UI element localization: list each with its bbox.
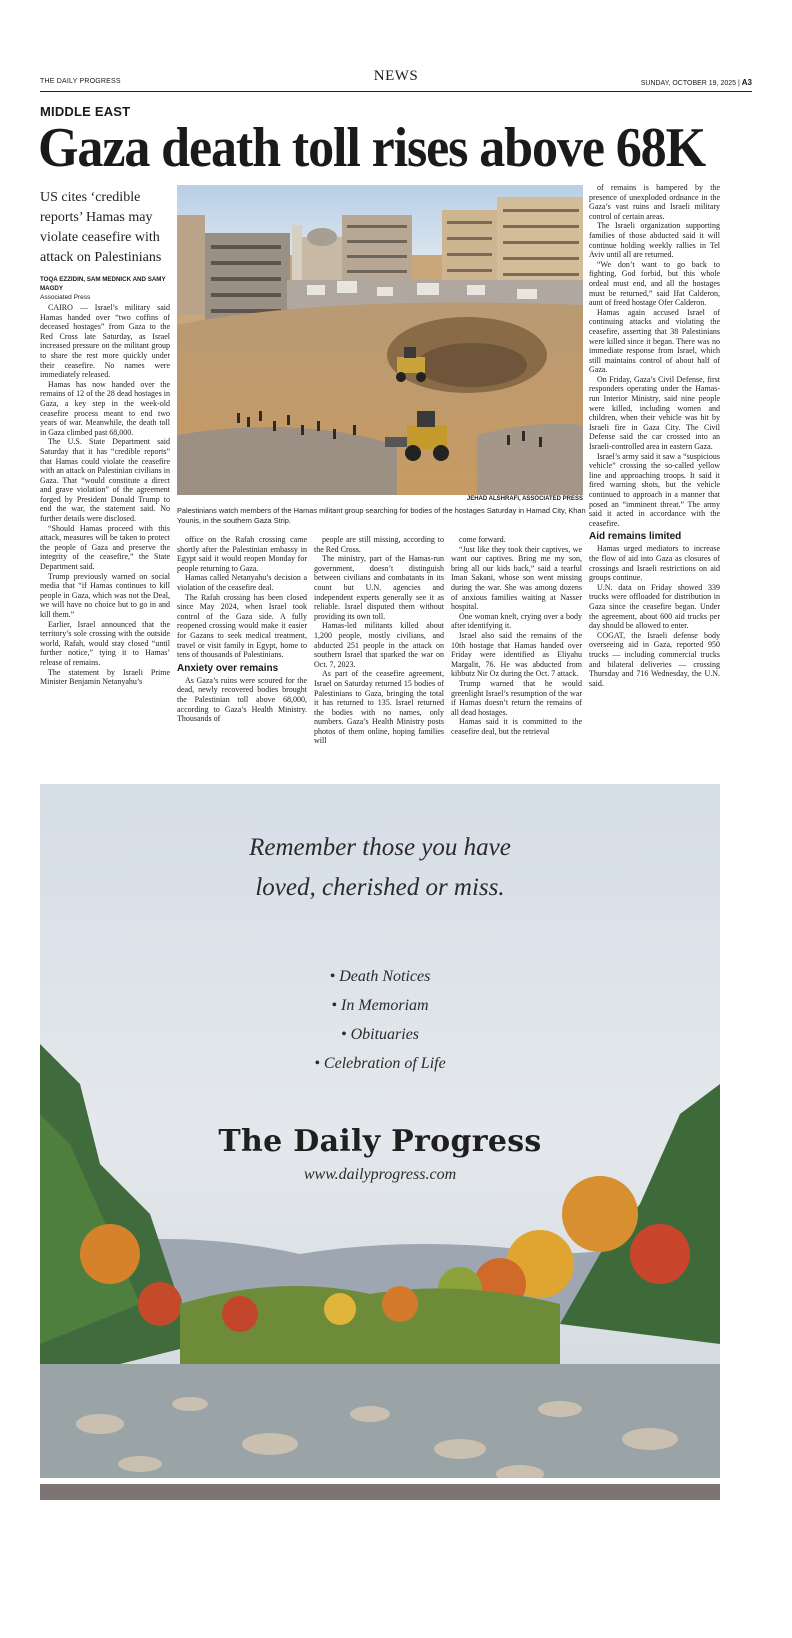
paragraph: Trump warned that he would greenlight Israel’s resumption of the war if Hamas doesn’t return the remains of all dead hostages. [451,678,582,717]
paragraph: COGAT, the Israeli defense body overseeing aid in Gaza, reported 950 trucks — including commercial trucks and bilateral deliveries — crossing Thursday and 716 Wednesday, the U.N. said. [589,630,720,688]
daily-progress-logo: The Daily Progress [218,1124,542,1159]
paragraph: One woman knelt, crying over a body after identifying it. [451,611,582,631]
paragraph: As part of the ceasefire agreement, Israel on Saturday returned 15 bodies of Palestinians to Gaza, bringing the total it has returned to 135. Israel returned the bodies with no names, only numbers. Gaza’s Health Ministry posts photos of them online, hoping families will [314,669,444,746]
paragraph: The U.S. State Department said Saturday that it has “credible reports” that Hamas could violate the ceasefire with an attack on Palestinian civilians in Gaza. That “would constitute a direct and grave violation” of the agreement forged by President Donald Trump to end the war, the statement said. No further details were disclosed. [40,437,170,524]
paragraph: The Rafah crossing has been closed since May 2024, when Israel took control of the Gaza side. A fully reopened crossing would make it easier for Gazans to seek medical treatment, travel or visit family in Egypt, home to tens of thousands of Palestinians. [177,592,307,660]
column-5-text-b [589,544,720,688]
paragraph: “Just like they took their captives, we want our captives. Bring me my son, bring all our kids back,” said a tearful Iman Sakani, whose son went missing during the war. She was among dozens of anxious families waiting at Nasser hospital. [451,544,582,612]
folio-date [641,78,752,87]
paragraph: Hamas called Netanyahu’s decision a violation of the ceasefire deal. [177,573,307,592]
paragraph: The Israeli organization supporting families of those abducted said it will continue holding weekly rallies in Tel Aviv until all are returned. [589,221,720,260]
photo-caption: Palestinians watch members of the Hamas militant group searching for bodies of the hostages Saturday in Hamad City, Khan Younis, in the southern Gaza Strip. [177,506,586,525]
paragraph: office on the Rafah crossing came shortly after the Palestinian embassy in Egypt said it would reopen Monday for people returning to Gaza. [177,535,307,573]
paragraph: Hamas-led militants killed about 1,200 people, mostly civilians, and abducted 251 people in the attack on southern Israel that sparked the war on Oct. 7, 2023. [314,621,444,669]
article-byline: TOQA EZZIDIN, SAM MEDNICK AND SAMY MAGDY [40,276,166,292]
paragraph: of remains is hampered by the presence of unexploded ordnance in the Gaza’s vast ruins and Israeli military control of certain areas. [589,183,720,221]
article-column-1 [40,303,170,773]
paragraph: On Friday, Gaza’s Civil Defense, first responders operating under the Hamas-run Interior Ministry, said nine people were killed, including women and children, when their vehicle was hit by Israeli fire in Gaza City. The Civil Defense said the car crossed into an Israeli-controlled area in eastern Gaza. [589,374,720,452]
paragraph: “We don’t want to go back to fighting, God forbid, but this whole ordeal must end, and all the hostages must be returned,” said Ifat Calderon, aunt of freed hostage Ofer Calderon. [589,259,720,308]
paragraph: Hamas has now handed over the remains of 12 of the 28 dead hostages in Gaza, a key step in the week-old ceasefire process meant to end two years of war. Meanwhile, the death toll in Gaza climbed past 68,000. [40,379,170,437]
folio-date-text: SUNDAY, OCTOBER 19, 2025 | [640,80,740,87]
folio-paper-name: THE DAILY PROGRESS [40,78,121,85]
article-headline: Gaza death toll rises above 68K [38,117,705,179]
column-2-text-b [177,676,307,724]
article-agency: Associated Press [40,294,91,301]
article-deck: US cites ‘credible reports’ Hamas may violate ceasefire with attack on Palestinians [40,190,162,265]
paragraph: “Should Hamas proceed with this attack, measures will be taken to protect the people of Gaza and preserve the integrity of the ceasefire,” the State Department said. [40,523,170,572]
section-kicker: MIDDLE EAST [40,104,131,119]
subhead-anxiety: Anxiety over remains [177,662,279,674]
paragraph: Israel’s army said it saw a “suspicious vehicle” crossing the so-called yellow line and approaching troops. It said it fired warning shots, but the vehicle continued to approach in a manner that posed an “imminent threat.” The army said it acted in accordance with the ceasefire. [589,451,720,528]
ad-item-obituaries: • Obituaries [340,1026,420,1043]
paragraph: U.N. data on Friday showed 339 trucks were offloaded for distribution in Gaza since the ceasefire began. Under the agreement, about 600 aid trucks per day should be allowed to enter. [589,582,720,631]
paragraph: The ministry, part of the Hamas-run government, doesn’t distinguish between civilians and combatants in its count but U.N. agencies and independent experts generally see it as reliable. Israel disputed them without providing its own toll. [314,554,444,621]
ad-service-list [40,962,720,1078]
paragraph: come forward. [459,535,506,544]
ad-item-in-memoriam: • In Memoriam [331,997,429,1014]
article-column-4 [451,535,582,773]
page-folio [40,68,752,92]
ad-item-death-notices: • Death Notices [329,968,431,985]
paragraph: Hamas urged mediators to increase the flow of aid into Gaza as closures of crossings and Israeli restrictions on aid groups continue. [589,544,720,583]
ad-item-celebration-of-life: • Celebration of Life [314,1055,446,1072]
paragraph: Hamas said it is committed to the ceasefire deal, but the retrieval [451,717,582,736]
ad-headline-line-2: loved, cherished or miss. [255,874,505,901]
folio-section: NEWS [373,68,419,84]
article-column-3 [314,535,444,773]
folio-page-number: A3 [741,78,752,87]
column-2-text-a [177,535,307,660]
article-column-2 [177,535,307,773]
paragraph: Hamas again accused Israel of continuing attacks and violating the ceasefire, asserting that 38 Palestinians were killed since it began. There was no immediate response from Israel, which still maintains control of about half of Gaza. [589,307,720,375]
photo-credit: JEHAD ALSHRAFI, ASSOCIATED PRESS [466,496,583,502]
paragraph: Earlier, Israel announced that the territory’s sole crossing with the outside world, Rafah, would stay closed “until further notice,” tying it to Hamas’ release of remains. [40,619,170,667]
article-column-5 [589,183,720,773]
memorial-advertisement[interactable] [40,784,720,1478]
gaza-photo [177,185,583,495]
ad-headline-line-1: Remember those you have [249,834,511,861]
paragraph: CAIRO — Israel’s military said Hamas handed over “two coffins of deceased hostages” from Gaza to the Red Cross late Saturday, as Israel increased pressure on the militant group to share the rest more quickly under their ceasefire. No names were immediately released. [40,303,170,380]
paragraph: As Gaza’s ruins were scoured for the dead, newly recovered bodies brought the Palestinian toll above 68,000, according to Gaza’s Health Ministry. Thousands of [177,675,307,724]
ad-website-link[interactable]: www.dailyprogress.com [303,1166,457,1183]
ad-headline [40,828,720,908]
paragraph: people are still missing, according to the Red Cross. [314,535,444,554]
paragraph: Trump previously warned on social media that “if Hamas continues to kill people in Gaza, which was not the Deal, we will have no choice but to go in and kill them.” [40,571,170,619]
ad-footer-bar [40,1484,720,1500]
subhead-aid: Aid remains limited [589,531,682,543]
column-5-text-a [589,183,720,528]
paragraph: The statement by Israeli Prime Minister Benjamin Netanyahu’s [40,667,170,687]
paragraph: Israel also said the remains of the 10th hostage that Hamas handed over Friday were identified as Eliyahu Margalit, 76. He was abducted from kibbutz Nir Oz during the Oct. 7 attack. [451,630,582,679]
